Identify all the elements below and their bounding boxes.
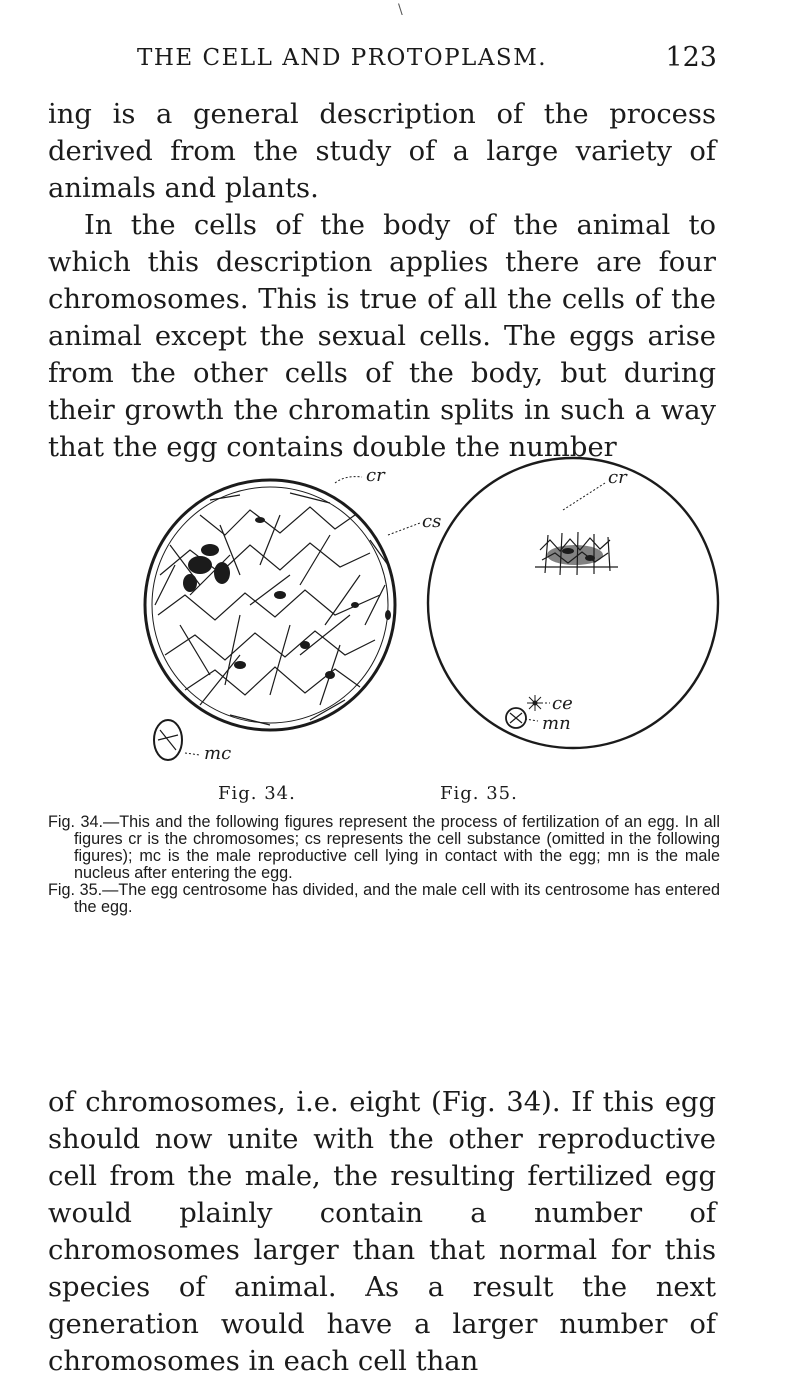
fig-34-label-mc: mc xyxy=(204,743,232,764)
fig-34-label-cr: cr xyxy=(366,465,385,486)
page-number: 123 xyxy=(665,42,717,73)
paragraph: of chromosomes, i.e. eight (Fig. 34). If this egg should now unite with the other reproductive cell from the male, the resulting fertilized egg would plainly contain a number of chromosomes larger than that normal for this species of animal. As a result the next generation would have a larger number of chromosomes in each cell than xyxy=(48,1087,716,1377)
figure-caption xyxy=(48,814,720,916)
fig-35-label-cr: cr xyxy=(608,467,627,488)
fig-34-caption: Fig. 34.—This and the following figures represent the process of fertilization of an egg. In all figures cr is the chromosomes; cs represents the cell substance (omitted in the following figures); mc is the male reproductive cell lying in contact with the egg; mn is the male nucleus after entering the egg. xyxy=(48,813,720,882)
figure-area xyxy=(130,455,730,777)
top-mark: \ xyxy=(398,2,403,18)
page-header xyxy=(137,38,717,78)
figure-labels xyxy=(0,783,800,813)
fig-34-drawing xyxy=(145,477,420,760)
fig-35-label-ce: ce xyxy=(552,693,573,714)
running-title: THE CELL AND PROTOPLASM. xyxy=(137,45,548,71)
fig-35-label: Fig. 35. xyxy=(440,783,518,804)
fig-35-caption: Fig. 35.—The egg centrosome has divided, and the male cell with its centrosome has entered the egg. xyxy=(48,881,720,916)
fig-35-label-mn: mn xyxy=(542,713,571,734)
fig-34-label-cs: cs xyxy=(422,511,442,532)
fig-35-drawing xyxy=(428,458,718,748)
body-text-bottom xyxy=(48,1084,716,1380)
body-text-top xyxy=(48,96,716,466)
paragraph: In the cells of the body of the animal to which this description applies there are four chromosomes. This is true of all the cells of the animal except the sexual cells. The eggs arise from the other cells of the body, but during their growth the chromatin splits in such a way that the egg contains double the number xyxy=(48,210,716,463)
paragraph: ing is a general description of the process derived from the study of a large variety of animals and plants. xyxy=(48,99,716,204)
fig-34-label: Fig. 34. xyxy=(218,783,296,804)
